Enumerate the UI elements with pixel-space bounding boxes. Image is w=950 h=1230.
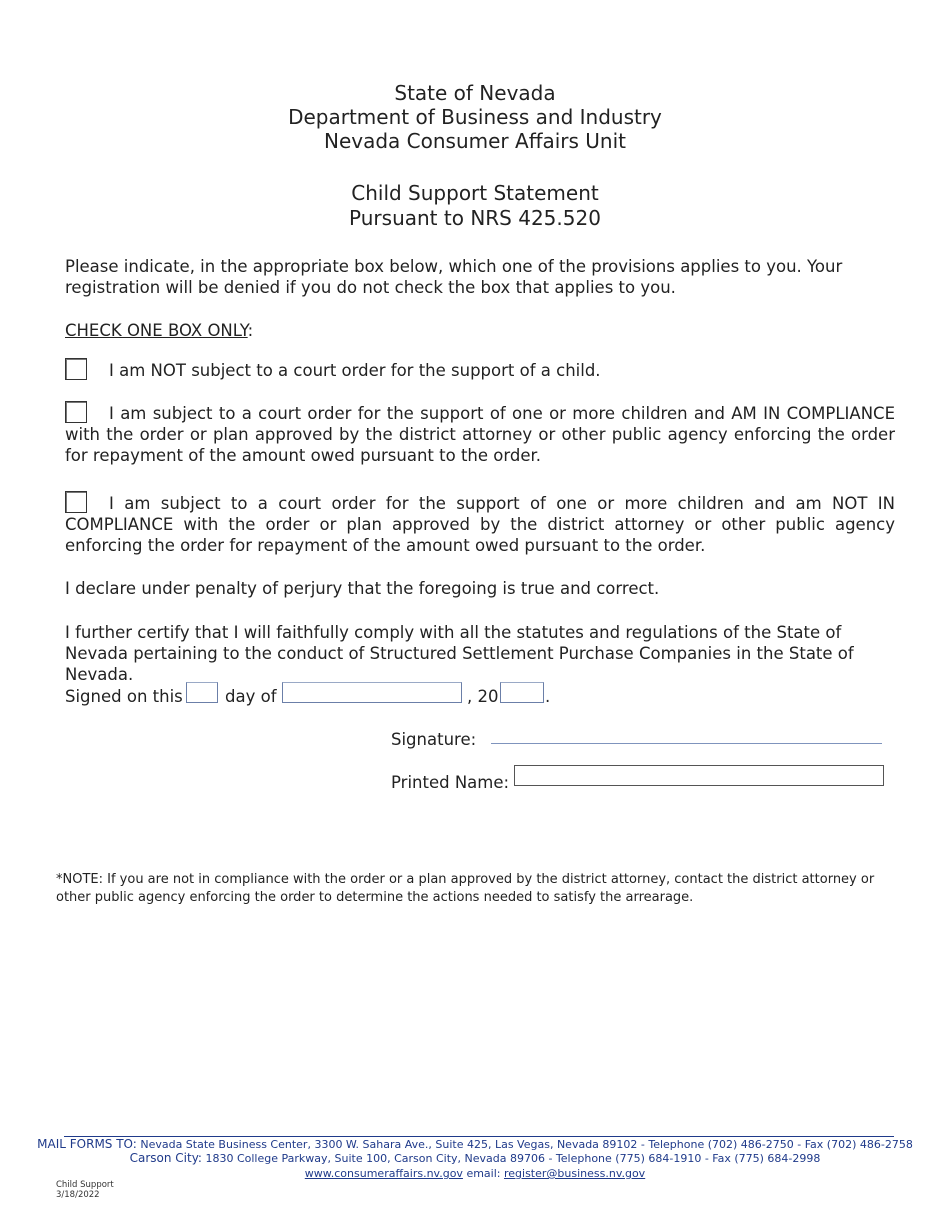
website-link[interactable]: www.consumeraffairs.nv.gov — [304, 1167, 463, 1180]
header-department: Department of Business and Industry — [288, 105, 662, 129]
day-of-label: day of — [225, 687, 277, 706]
option-not-in-compliance-text: I am subject to a court order for the support of one or more children and am NOT IN COMPLIANCE with the order or plan approved by the district attorney or other public agency enforcing the order for repayment of the amount owed pursuant to the order. — [65, 494, 895, 555]
declaration-text: I declare under penalty of perjury that the foregoing is true and correct. — [65, 579, 660, 598]
compliance-note: *NOTE: If you are not in compliance with the order or a plan approved by the district attorney, contact the district attorney or other public agency enforcing the order to determine the actions needed to satisfy the arrearage. — [56, 872, 875, 905]
option-in-compliance — [65, 401, 895, 466]
signed-prefix: Signed on this — [65, 687, 183, 706]
signed-end: . — [545, 687, 551, 706]
footer-mail-text: Nevada State Business Center, 3300 W. Sahara Ave., Suite 425, Las Vegas, Nevada 89102 - Telephone (702) 486-2750 - Fax (702) 486-2758 — [140, 1138, 913, 1151]
footer-mail — [0, 1137, 950, 1152]
footer-contact — [0, 1166, 950, 1181]
checkbox-not-in-compliance[interactable] — [65, 491, 87, 513]
year-prefix: , 20 — [467, 687, 499, 706]
footer-carson — [0, 1151, 950, 1166]
page-subtitle: Pursuant to NRS 425.520 — [349, 206, 601, 230]
check-one-heading — [65, 320, 895, 341]
checkbox-not-subject[interactable] — [65, 358, 87, 380]
email-link[interactable]: register@business.nv.gov — [503, 1167, 646, 1180]
page-title: Child Support Statement — [351, 181, 599, 205]
option-not-subject-text: I am NOT subject to a court order for the support of a child. — [109, 361, 601, 380]
header-unit: Nevada Consumer Affairs Unit — [324, 129, 626, 153]
certification-text: I further certify that I will faithfully comply with all the statutes and regulations of the State of Nevada pertaining to the conduct of Structured Settlement Purchase Companies in the State of Nevada. — [65, 623, 854, 684]
header-state: State of Nevada — [394, 81, 556, 105]
day-field[interactable] — [186, 682, 218, 703]
signature-line[interactable] — [491, 743, 882, 744]
intro-text: Please indicate, in the appropriate box below, which one of the provisions applies to you. Your registration will be denied if you do not check the box that applies to you. — [65, 257, 843, 297]
year-field[interactable] — [500, 682, 544, 703]
footer-mail-label: MAIL FORMS TO: — [37, 1137, 137, 1151]
option-in-compliance-text: I am subject to a court order for the support of one or more children and AM IN COMPLIANCE with the order or plan approved by the district attorney or other public agency enforcing the order for repayment of the amount owed pursuant to the order. — [65, 404, 895, 465]
option-not-subject — [65, 358, 895, 381]
form-date: 3/18/2022 — [56, 1190, 100, 1200]
footer-carson-label: Carson City: — [129, 1151, 202, 1165]
month-field[interactable] — [282, 682, 462, 703]
signature-label: Signature: — [391, 730, 477, 749]
checkbox-in-compliance[interactable] — [65, 401, 87, 423]
form-name: Child Support — [56, 1180, 114, 1190]
check-one-suffix: : — [247, 321, 254, 340]
check-one-label: CHECK ONE BOX ONLY — [65, 321, 248, 340]
printed-name-field[interactable] — [514, 765, 884, 786]
printed-name-label: Printed Name: — [391, 773, 510, 792]
option-not-in-compliance — [65, 491, 895, 556]
email-label: email: — [466, 1167, 501, 1180]
footer-carson-text: 1830 College Parkway, Suite 100, Carson City, Nevada 89706 - Telephone (775) 684-1910 - Fax (775) 684-2998 — [205, 1152, 821, 1165]
